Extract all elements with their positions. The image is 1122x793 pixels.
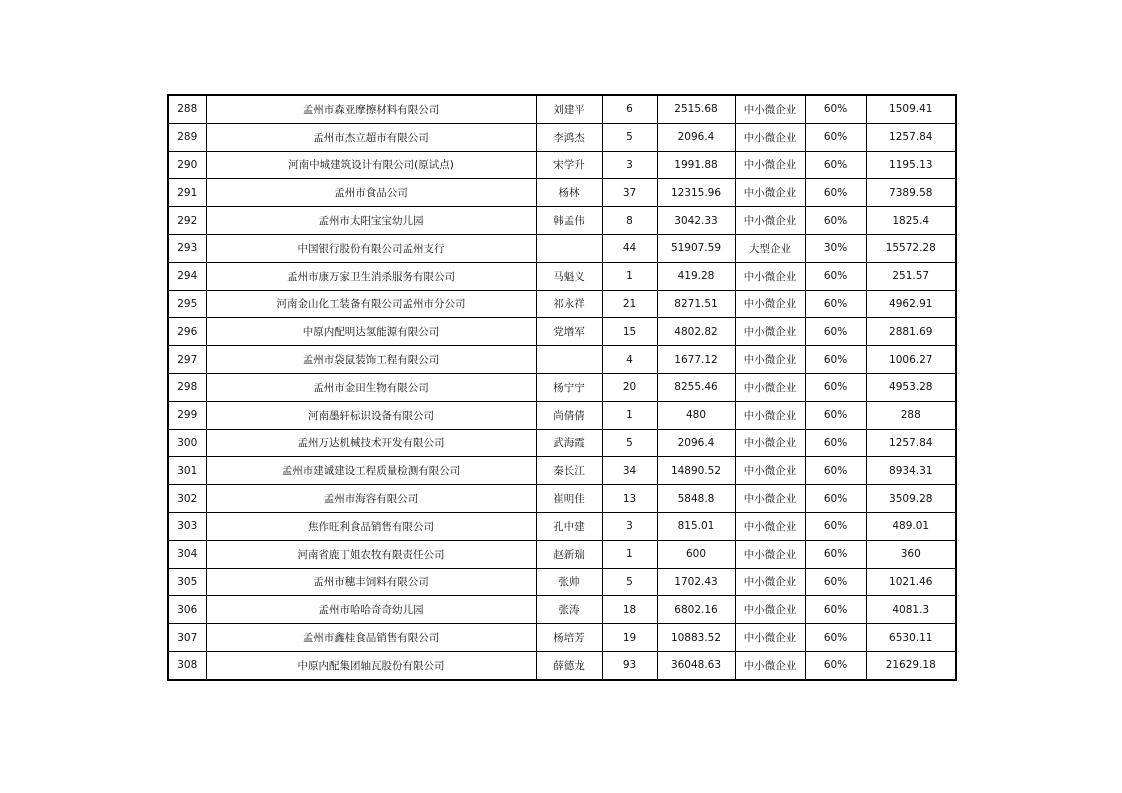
enterprise-type-cell: 大型企业 bbox=[735, 234, 805, 262]
paid-amount-cell: 2096.4 bbox=[657, 123, 735, 151]
refund-amount-cell: 1195.13 bbox=[866, 151, 956, 179]
refund-amount-cell: 489.01 bbox=[866, 512, 956, 540]
paid-amount-cell: 1702.43 bbox=[657, 568, 735, 596]
contact-person-cell: 杨林 bbox=[536, 179, 602, 207]
table-row bbox=[168, 234, 956, 262]
contact-person-cell: 祁永祥 bbox=[536, 290, 602, 318]
refund-amount-cell: 1825.4 bbox=[866, 207, 956, 235]
company-name-cell: 孟州市杰立超市有限公司 bbox=[206, 123, 536, 151]
enterprise-type-cell: 中小微企业 bbox=[735, 540, 805, 568]
insured-count-cell: 3 bbox=[602, 512, 657, 540]
row-number-cell: 303 bbox=[168, 512, 206, 540]
paid-amount-cell: 51907.59 bbox=[657, 234, 735, 262]
enterprise-type-cell: 中小微企业 bbox=[735, 457, 805, 485]
paid-amount-cell: 6802.16 bbox=[657, 596, 735, 624]
contact-person-cell: 武海霞 bbox=[536, 429, 602, 457]
table-body bbox=[168, 95, 956, 680]
table-row bbox=[168, 179, 956, 207]
paid-amount-cell: 4802.82 bbox=[657, 318, 735, 346]
refund-amount-cell: 15572.28 bbox=[866, 234, 956, 262]
contact-person-cell: 党增军 bbox=[536, 318, 602, 346]
insured-count-cell: 5 bbox=[602, 568, 657, 596]
insured-count-cell: 6 bbox=[602, 95, 657, 123]
company-name-cell: 孟州市食品公司 bbox=[206, 179, 536, 207]
insured-count-cell: 93 bbox=[602, 651, 657, 679]
insured-count-cell: 20 bbox=[602, 373, 657, 401]
enterprise-type-cell: 中小微企业 bbox=[735, 401, 805, 429]
refund-amount-cell: 2881.69 bbox=[866, 318, 956, 346]
contact-person-cell: 宋学升 bbox=[536, 151, 602, 179]
row-number-cell: 298 bbox=[168, 373, 206, 401]
table-row bbox=[168, 624, 956, 652]
row-number-cell: 299 bbox=[168, 401, 206, 429]
row-number-cell: 305 bbox=[168, 568, 206, 596]
table-row bbox=[168, 95, 956, 123]
refund-amount-cell: 1021.46 bbox=[866, 568, 956, 596]
paid-amount-cell: 2515.68 bbox=[657, 95, 735, 123]
refund-rate-cell: 60% bbox=[805, 318, 866, 346]
company-name-cell: 孟州市太阳宝宝幼儿园 bbox=[206, 207, 536, 235]
insured-count-cell: 1 bbox=[602, 262, 657, 290]
contact-person-cell: 杨培芳 bbox=[536, 624, 602, 652]
table-row bbox=[168, 401, 956, 429]
enterprise-type-cell: 中小微企业 bbox=[735, 512, 805, 540]
insured-count-cell: 8 bbox=[602, 207, 657, 235]
enterprise-type-cell: 中小微企业 bbox=[735, 346, 805, 374]
insured-count-cell: 5 bbox=[602, 123, 657, 151]
refund-amount-cell: 1006.27 bbox=[866, 346, 956, 374]
enterprise-type-cell: 中小微企业 bbox=[735, 429, 805, 457]
paid-amount-cell: 815.01 bbox=[657, 512, 735, 540]
table-row bbox=[168, 346, 956, 374]
contact-person-cell: 薛德龙 bbox=[536, 651, 602, 679]
row-number-cell: 304 bbox=[168, 540, 206, 568]
contact-person-cell: 李鸿杰 bbox=[536, 123, 602, 151]
row-number-cell: 307 bbox=[168, 624, 206, 652]
contact-person-cell: 崔明佳 bbox=[536, 485, 602, 513]
enterprise-type-cell: 中小微企业 bbox=[735, 290, 805, 318]
contact-person-cell: 杨宁宁 bbox=[536, 373, 602, 401]
enterprise-type-cell: 中小微企业 bbox=[735, 318, 805, 346]
insured-count-cell: 1 bbox=[602, 401, 657, 429]
refund-rate-cell: 60% bbox=[805, 401, 866, 429]
contact-person-cell: 张帅 bbox=[536, 568, 602, 596]
row-number-cell: 302 bbox=[168, 485, 206, 513]
refund-rate-cell: 60% bbox=[805, 457, 866, 485]
insured-count-cell: 34 bbox=[602, 457, 657, 485]
insured-count-cell: 37 bbox=[602, 179, 657, 207]
enterprise-type-cell: 中小微企业 bbox=[735, 373, 805, 401]
refund-rate-cell: 60% bbox=[805, 429, 866, 457]
refund-rate-cell: 60% bbox=[805, 568, 866, 596]
table-row bbox=[168, 485, 956, 513]
contact-person-cell: 张涛 bbox=[536, 596, 602, 624]
subsidy-table bbox=[167, 94, 957, 681]
refund-amount-cell: 3509.28 bbox=[866, 485, 956, 513]
refund-amount-cell: 21629.18 bbox=[866, 651, 956, 679]
enterprise-type-cell: 中小微企业 bbox=[735, 123, 805, 151]
paid-amount-cell: 1677.12 bbox=[657, 346, 735, 374]
paid-amount-cell: 12315.96 bbox=[657, 179, 735, 207]
contact-person-cell bbox=[536, 346, 602, 374]
insured-count-cell: 21 bbox=[602, 290, 657, 318]
company-name-cell: 中国银行股份有限公司孟州支行 bbox=[206, 234, 536, 262]
company-name-cell: 孟州市建诚建设工程质量检测有限公司 bbox=[206, 457, 536, 485]
table-row bbox=[168, 151, 956, 179]
company-name-cell: 孟州市哈哈奇奇幼儿园 bbox=[206, 596, 536, 624]
refund-amount-cell: 360 bbox=[866, 540, 956, 568]
table-row bbox=[168, 290, 956, 318]
refund-rate-cell: 30% bbox=[805, 234, 866, 262]
table-row bbox=[168, 651, 956, 679]
table-row bbox=[168, 568, 956, 596]
company-name-cell: 孟州万达机械技术开发有限公司 bbox=[206, 429, 536, 457]
contact-person-cell bbox=[536, 234, 602, 262]
refund-amount-cell: 4962.91 bbox=[866, 290, 956, 318]
refund-rate-cell: 60% bbox=[805, 290, 866, 318]
paid-amount-cell: 480 bbox=[657, 401, 735, 429]
refund-rate-cell: 60% bbox=[805, 123, 866, 151]
company-name-cell: 孟州市海容有限公司 bbox=[206, 485, 536, 513]
enterprise-type-cell: 中小微企业 bbox=[735, 151, 805, 179]
row-number-cell: 294 bbox=[168, 262, 206, 290]
paid-amount-cell: 2096.4 bbox=[657, 429, 735, 457]
row-number-cell: 296 bbox=[168, 318, 206, 346]
refund-rate-cell: 60% bbox=[805, 512, 866, 540]
insured-count-cell: 3 bbox=[602, 151, 657, 179]
refund-rate-cell: 60% bbox=[805, 262, 866, 290]
row-number-cell: 288 bbox=[168, 95, 206, 123]
insured-count-cell: 1 bbox=[602, 540, 657, 568]
refund-amount-cell: 7389.58 bbox=[866, 179, 956, 207]
refund-rate-cell: 60% bbox=[805, 346, 866, 374]
enterprise-type-cell: 中小微企业 bbox=[735, 485, 805, 513]
refund-rate-cell: 60% bbox=[805, 485, 866, 513]
company-name-cell: 孟州市鑫桂食品销售有限公司 bbox=[206, 624, 536, 652]
enterprise-type-cell: 中小微企业 bbox=[735, 568, 805, 596]
paid-amount-cell: 10883.52 bbox=[657, 624, 735, 652]
refund-rate-cell: 60% bbox=[805, 624, 866, 652]
table-row bbox=[168, 123, 956, 151]
contact-person-cell: 孔中建 bbox=[536, 512, 602, 540]
table-row bbox=[168, 429, 956, 457]
contact-person-cell: 秦长江 bbox=[536, 457, 602, 485]
refund-amount-cell: 8934.31 bbox=[866, 457, 956, 485]
refund-amount-cell: 1257.84 bbox=[866, 123, 956, 151]
row-number-cell: 293 bbox=[168, 234, 206, 262]
refund-amount-cell: 1257.84 bbox=[866, 429, 956, 457]
company-name-cell: 孟州市穗丰饲料有限公司 bbox=[206, 568, 536, 596]
row-number-cell: 291 bbox=[168, 179, 206, 207]
refund-rate-cell: 60% bbox=[805, 207, 866, 235]
insured-count-cell: 19 bbox=[602, 624, 657, 652]
refund-amount-cell: 4953.28 bbox=[866, 373, 956, 401]
enterprise-type-cell: 中小微企业 bbox=[735, 95, 805, 123]
refund-rate-cell: 60% bbox=[805, 151, 866, 179]
table-row bbox=[168, 540, 956, 568]
row-number-cell: 301 bbox=[168, 457, 206, 485]
company-name-cell: 孟州市康万家卫生消杀服务有限公司 bbox=[206, 262, 536, 290]
insured-count-cell: 15 bbox=[602, 318, 657, 346]
row-number-cell: 295 bbox=[168, 290, 206, 318]
insured-count-cell: 18 bbox=[602, 596, 657, 624]
table-row bbox=[168, 512, 956, 540]
row-number-cell: 290 bbox=[168, 151, 206, 179]
insured-count-cell: 44 bbox=[602, 234, 657, 262]
table-row bbox=[168, 596, 956, 624]
table-row bbox=[168, 373, 956, 401]
company-name-cell: 河南中城建筑设计有限公司(原试点) bbox=[206, 151, 536, 179]
refund-amount-cell: 6530.11 bbox=[866, 624, 956, 652]
insured-count-cell: 4 bbox=[602, 346, 657, 374]
company-name-cell: 孟州市森亚摩擦材料有限公司 bbox=[206, 95, 536, 123]
row-number-cell: 308 bbox=[168, 651, 206, 679]
paid-amount-cell: 5848.8 bbox=[657, 485, 735, 513]
table-row bbox=[168, 207, 956, 235]
paid-amount-cell: 3042.33 bbox=[657, 207, 735, 235]
refund-rate-cell: 60% bbox=[805, 179, 866, 207]
paid-amount-cell: 8271.51 bbox=[657, 290, 735, 318]
row-number-cell: 306 bbox=[168, 596, 206, 624]
refund-rate-cell: 60% bbox=[805, 596, 866, 624]
paid-amount-cell: 600 bbox=[657, 540, 735, 568]
row-number-cell: 297 bbox=[168, 346, 206, 374]
insured-count-cell: 13 bbox=[602, 485, 657, 513]
enterprise-type-cell: 中小微企业 bbox=[735, 624, 805, 652]
company-name-cell: 孟州市袋鼠装饰工程有限公司 bbox=[206, 346, 536, 374]
enterprise-type-cell: 中小微企业 bbox=[735, 207, 805, 235]
paid-amount-cell: 419.28 bbox=[657, 262, 735, 290]
company-name-cell: 河南金山化工装备有限公司孟州市分公司 bbox=[206, 290, 536, 318]
enterprise-type-cell: 中小微企业 bbox=[735, 262, 805, 290]
table-row bbox=[168, 457, 956, 485]
refund-amount-cell: 288 bbox=[866, 401, 956, 429]
contact-person-cell: 刘建平 bbox=[536, 95, 602, 123]
company-name-cell: 河南墨轩标识设备有限公司 bbox=[206, 401, 536, 429]
enterprise-type-cell: 中小微企业 bbox=[735, 179, 805, 207]
enterprise-type-cell: 中小微企业 bbox=[735, 651, 805, 679]
enterprise-type-cell: 中小微企业 bbox=[735, 596, 805, 624]
refund-rate-cell: 60% bbox=[805, 95, 866, 123]
company-name-cell: 孟州市金田生物有限公司 bbox=[206, 373, 536, 401]
table-row bbox=[168, 262, 956, 290]
paid-amount-cell: 1991.88 bbox=[657, 151, 735, 179]
contact-person-cell: 赵新瑞 bbox=[536, 540, 602, 568]
contact-person-cell: 马魁义 bbox=[536, 262, 602, 290]
paid-amount-cell: 36048.63 bbox=[657, 651, 735, 679]
contact-person-cell: 韩孟伟 bbox=[536, 207, 602, 235]
refund-amount-cell: 4081.3 bbox=[866, 596, 956, 624]
company-name-cell: 焦作旺利食品销售有限公司 bbox=[206, 512, 536, 540]
row-number-cell: 289 bbox=[168, 123, 206, 151]
refund-rate-cell: 60% bbox=[805, 651, 866, 679]
contact-person-cell: 尚倩倩 bbox=[536, 401, 602, 429]
company-name-cell: 河南省鹿丁姐农牧有限责任公司 bbox=[206, 540, 536, 568]
refund-rate-cell: 60% bbox=[805, 540, 866, 568]
row-number-cell: 292 bbox=[168, 207, 206, 235]
insured-count-cell: 5 bbox=[602, 429, 657, 457]
table-row bbox=[168, 318, 956, 346]
paid-amount-cell: 14890.52 bbox=[657, 457, 735, 485]
refund-amount-cell: 1509.41 bbox=[866, 95, 956, 123]
company-name-cell: 中原内配明达氢能源有限公司 bbox=[206, 318, 536, 346]
refund-rate-cell: 60% bbox=[805, 373, 866, 401]
refund-amount-cell: 251.57 bbox=[866, 262, 956, 290]
paid-amount-cell: 8255.46 bbox=[657, 373, 735, 401]
company-name-cell: 中原内配集团轴瓦股份有限公司 bbox=[206, 651, 536, 679]
row-number-cell: 300 bbox=[168, 429, 206, 457]
